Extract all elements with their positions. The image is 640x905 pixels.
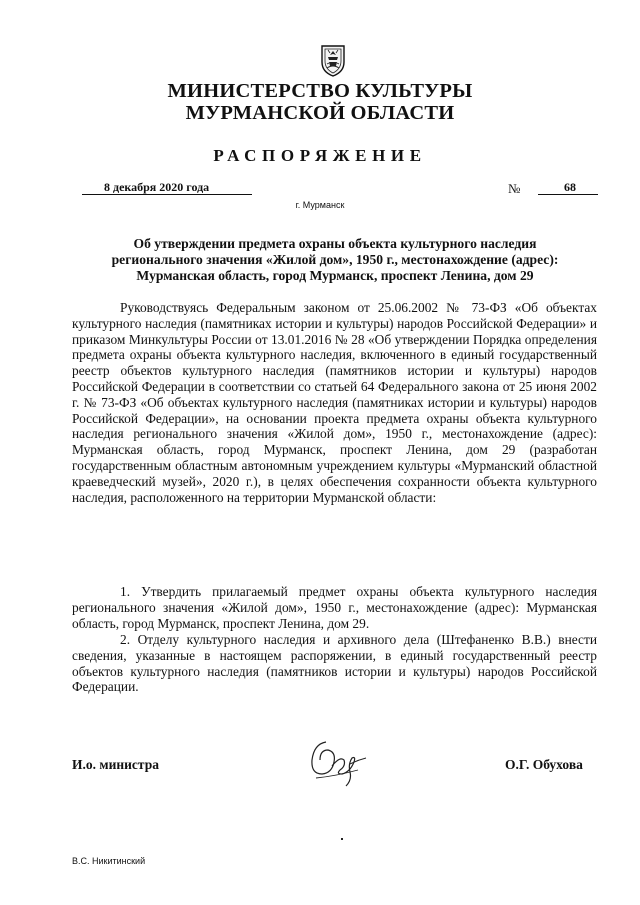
document-date: 8 декабря 2020 года [82,180,252,195]
document-city: г. Мурманск [295,200,345,210]
number-sign: № [508,181,521,196]
title-line2: регионального значения «Жилой дом», 1950 г., местонахождение (адрес): [111,252,559,267]
document-type: РАСПОРЯЖЕНИЕ [213,146,427,165]
coat-of-arms-icon [316,42,350,78]
order-item-2: 2. Отделу культурного наследия и архивного дела (Штефаненко В.В.) внести сведения, указанные в настоящем распоряжении, в единый государственный реестр объектов культурного наследия (памятников истории и культуры) народов Российской Федерации. [72,632,597,695]
document-number: 68 [538,180,598,195]
preamble-paragraph: Руководствуясь Федеральным законом от 25.06.2002 № 73-ФЗ «Об объектах культурного наследия (памятниках истории и культуры) народов Российской Федерации» и приказом Минкультуры России от 13.01.2016 № 28 «Об утверждении Порядка определения предмета охраны объекта культурного наследия, включенного в единый государственный реестр объектов культурного наследия (памятников истории и культуры) народов Российской Федерации в соответствии со статьей 64 Федерального закона от 25 июня 2002 г. № 73-ФЗ «Об объектах культурного наследия (памятниках истории и культуры) народов Российской Федерации», на основании проекта предмета охраны объекта культурного наследия регионального значения «Жилой дом», 1950 г., местонахождение (адрес): Мурманская область, город Мурманск, проспект Ленина, дом 29 (разработан государственным областным автономным учреждением культуры «Мурманский областной краеведческий музей», 2020 г.), в целях обеспечения сохранности объекта культурного наследия, расположенного на территории Мурманской области: [72,300,597,505]
title-line3: Мурманская область, город Мурманск, проспект Ленина, дом 29 [136,268,534,283]
page-mark [341,838,343,840]
title-line1: Об утверждении предмета охраны объекта культурного наследия [133,236,537,251]
ministry-name-line1: МИНИСТЕРСТВО КУЛЬТУРЫ [167,80,473,102]
handwritten-signature [296,730,376,790]
executor-name: В.С. Никитинский [72,856,146,866]
document-title [70,236,600,284]
order-item-1: 1. Утвердить прилагаемый предмет охраны объекта культурного наследия регионального значения «Жилой дом», 1950 г., местонахождение (адрес): Мурманская область, город Мурманск, проспект Ленина, дом 29. [72,584,597,631]
signatory-position: И.о. министра [72,757,159,772]
signatory-name: О.Г. Обухова [505,757,583,772]
ministry-name-line2: МУРМАНСКОЙ ОБЛАСТИ [185,102,455,124]
